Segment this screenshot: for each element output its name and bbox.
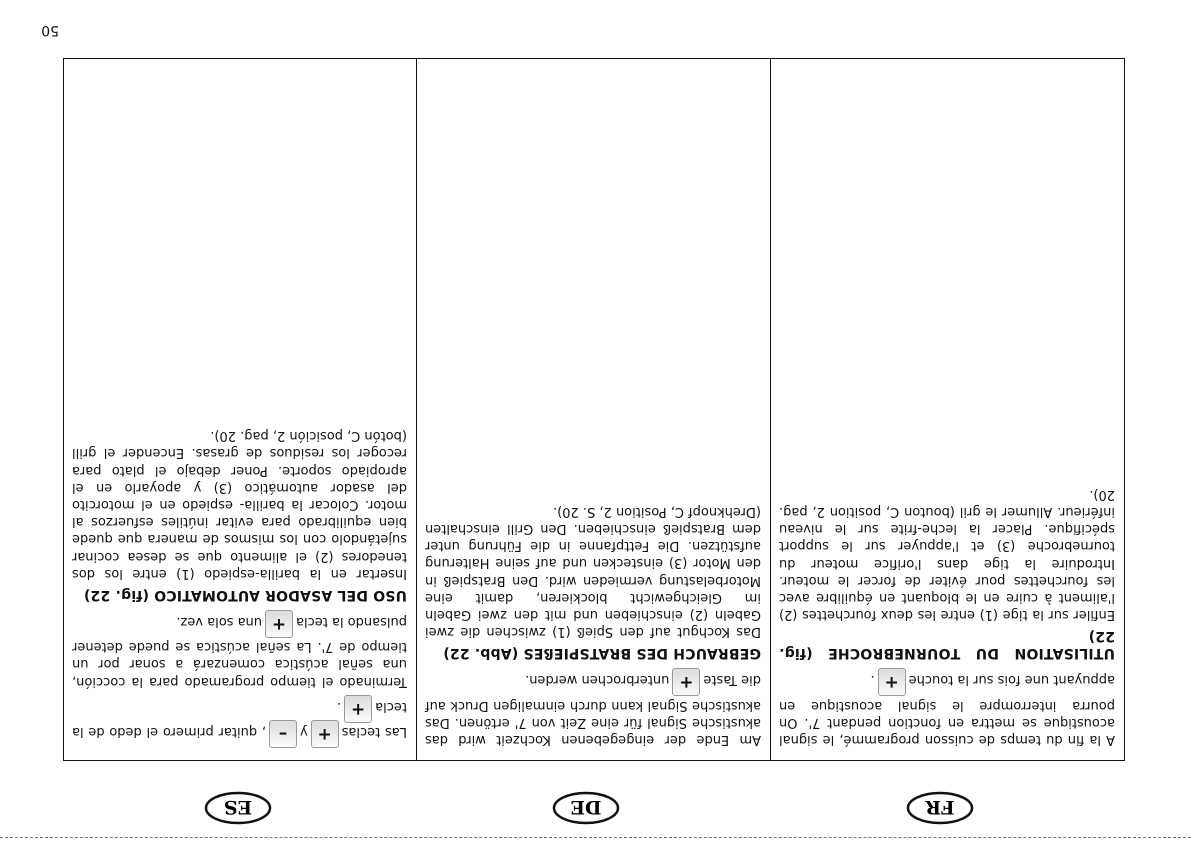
plus-key-icon: +	[265, 610, 293, 638]
plus-key-icon: +	[878, 668, 906, 696]
fr-intro-text: A la fin du temps de cuisson programmé, le signal acoustique se mettra en fonction pendant 7'. On pourra interrompre le signal acoustique en appuyant une fois sur la touche	[779, 672, 1115, 747]
language-badge-de	[551, 789, 621, 827]
page-number: 50	[41, 22, 59, 38]
plus-key-icon: +	[344, 695, 372, 723]
es-intro	[72, 698, 407, 748]
plus-key-icon: +	[672, 668, 700, 696]
de-body: Das Kochgut auf den Spieß (1) zwischen die zwei Gabeln (2) einschieben und mit den zwei Gabeln im Gleichgewicht blockieren, damit eine Motorbelastung vermieden wird. Den Bratspieß in den Motor (3) einstecken und auf seine Halterung aufstützen. Die Fettpfanne in die Führung unter dem Bratspieß einschieben. Den Grill einschalten (Drehknopf C, Position 2, S. 20).	[425, 503, 761, 640]
es-heading: USO DEL ASADOR AUTOMATICO (fig. 22)	[83, 586, 407, 603]
es-para2-text: Terminado el tiempo programado para la cocción, una señal acústica comenzará a sonar por un tiempo de 7'. La señal acústica se puede detener pulsando la tecla	[72, 613, 407, 689]
es-intro-pre: Las teclas	[341, 724, 407, 739]
language-badge-es	[203, 789, 273, 827]
badge-fr-text: FR	[925, 796, 955, 818]
es-intro-post2: .	[337, 698, 342, 714]
es-para2-end: una sola vez.	[176, 613, 263, 629]
fr-intro	[779, 671, 1115, 748]
content-frame	[63, 58, 1125, 761]
badge-es-text: ES	[223, 796, 253, 818]
de-heading: GEBRAUCH DES BRATSPIEßES (Abb. 22)	[443, 645, 761, 662]
fr-heading: UTILISATION DU TOURNEBROCHE (fig. 22)	[779, 628, 1115, 662]
fr-intro-end: .	[870, 672, 875, 688]
page-top-rule	[0, 837, 1191, 838]
language-badge-fr	[905, 789, 975, 827]
de-intro-end: unterbrochen werden.	[525, 672, 670, 688]
badge-de-text: DE	[570, 796, 602, 818]
column-es	[64, 59, 416, 760]
column-de	[416, 59, 770, 760]
minus-key-icon: –	[269, 720, 297, 748]
es-intro-mid: y	[299, 724, 308, 739]
plus-key-icon: +	[311, 720, 339, 748]
column-fr	[770, 59, 1124, 760]
es-intro-post: , quitar primero el dedo de la tecla	[72, 698, 407, 739]
de-intro-text: Am Ende der eingegebenen Kochzeit wird das akustische Signal für eine Zeit von 7' ertönen. Das akustische Signal kann durch einmaligen Druck auf die Taste	[425, 672, 761, 747]
de-intro	[425, 671, 761, 748]
es-para2	[72, 613, 407, 690]
es-body: Insertar en la barilla-espiedo (1) entre los dos tenedores (2) el alimento que se desea cocinar sujetándolo con los mismos de manera que quede bien equilibrado para evitar inútiles esfuerzos al motor. Colocar la barilla- espiedo en el motorcito del asador automático (3) y apoyarlo en el apropiado soporte. Poner debajo el plato para recoger los residuos de grasas. Encender el grill (botón C, posición 2, pag. 20).	[72, 428, 407, 581]
fr-body: Enfiler sur la tige (1) entre les deux fourchettes (2) l'aliment à cuire en le bloquant en équilibre avec les fourchettes pour éviter de forcer le moteur. Introduire la tige dans l'orifice moteur du tournebroche (3) et l'appuyer sur le support spécifique. Placer la leche-frite sur le niveau inférieur. Allumer le gril (bouton C, position 2, pag. 20).	[779, 486, 1115, 623]
